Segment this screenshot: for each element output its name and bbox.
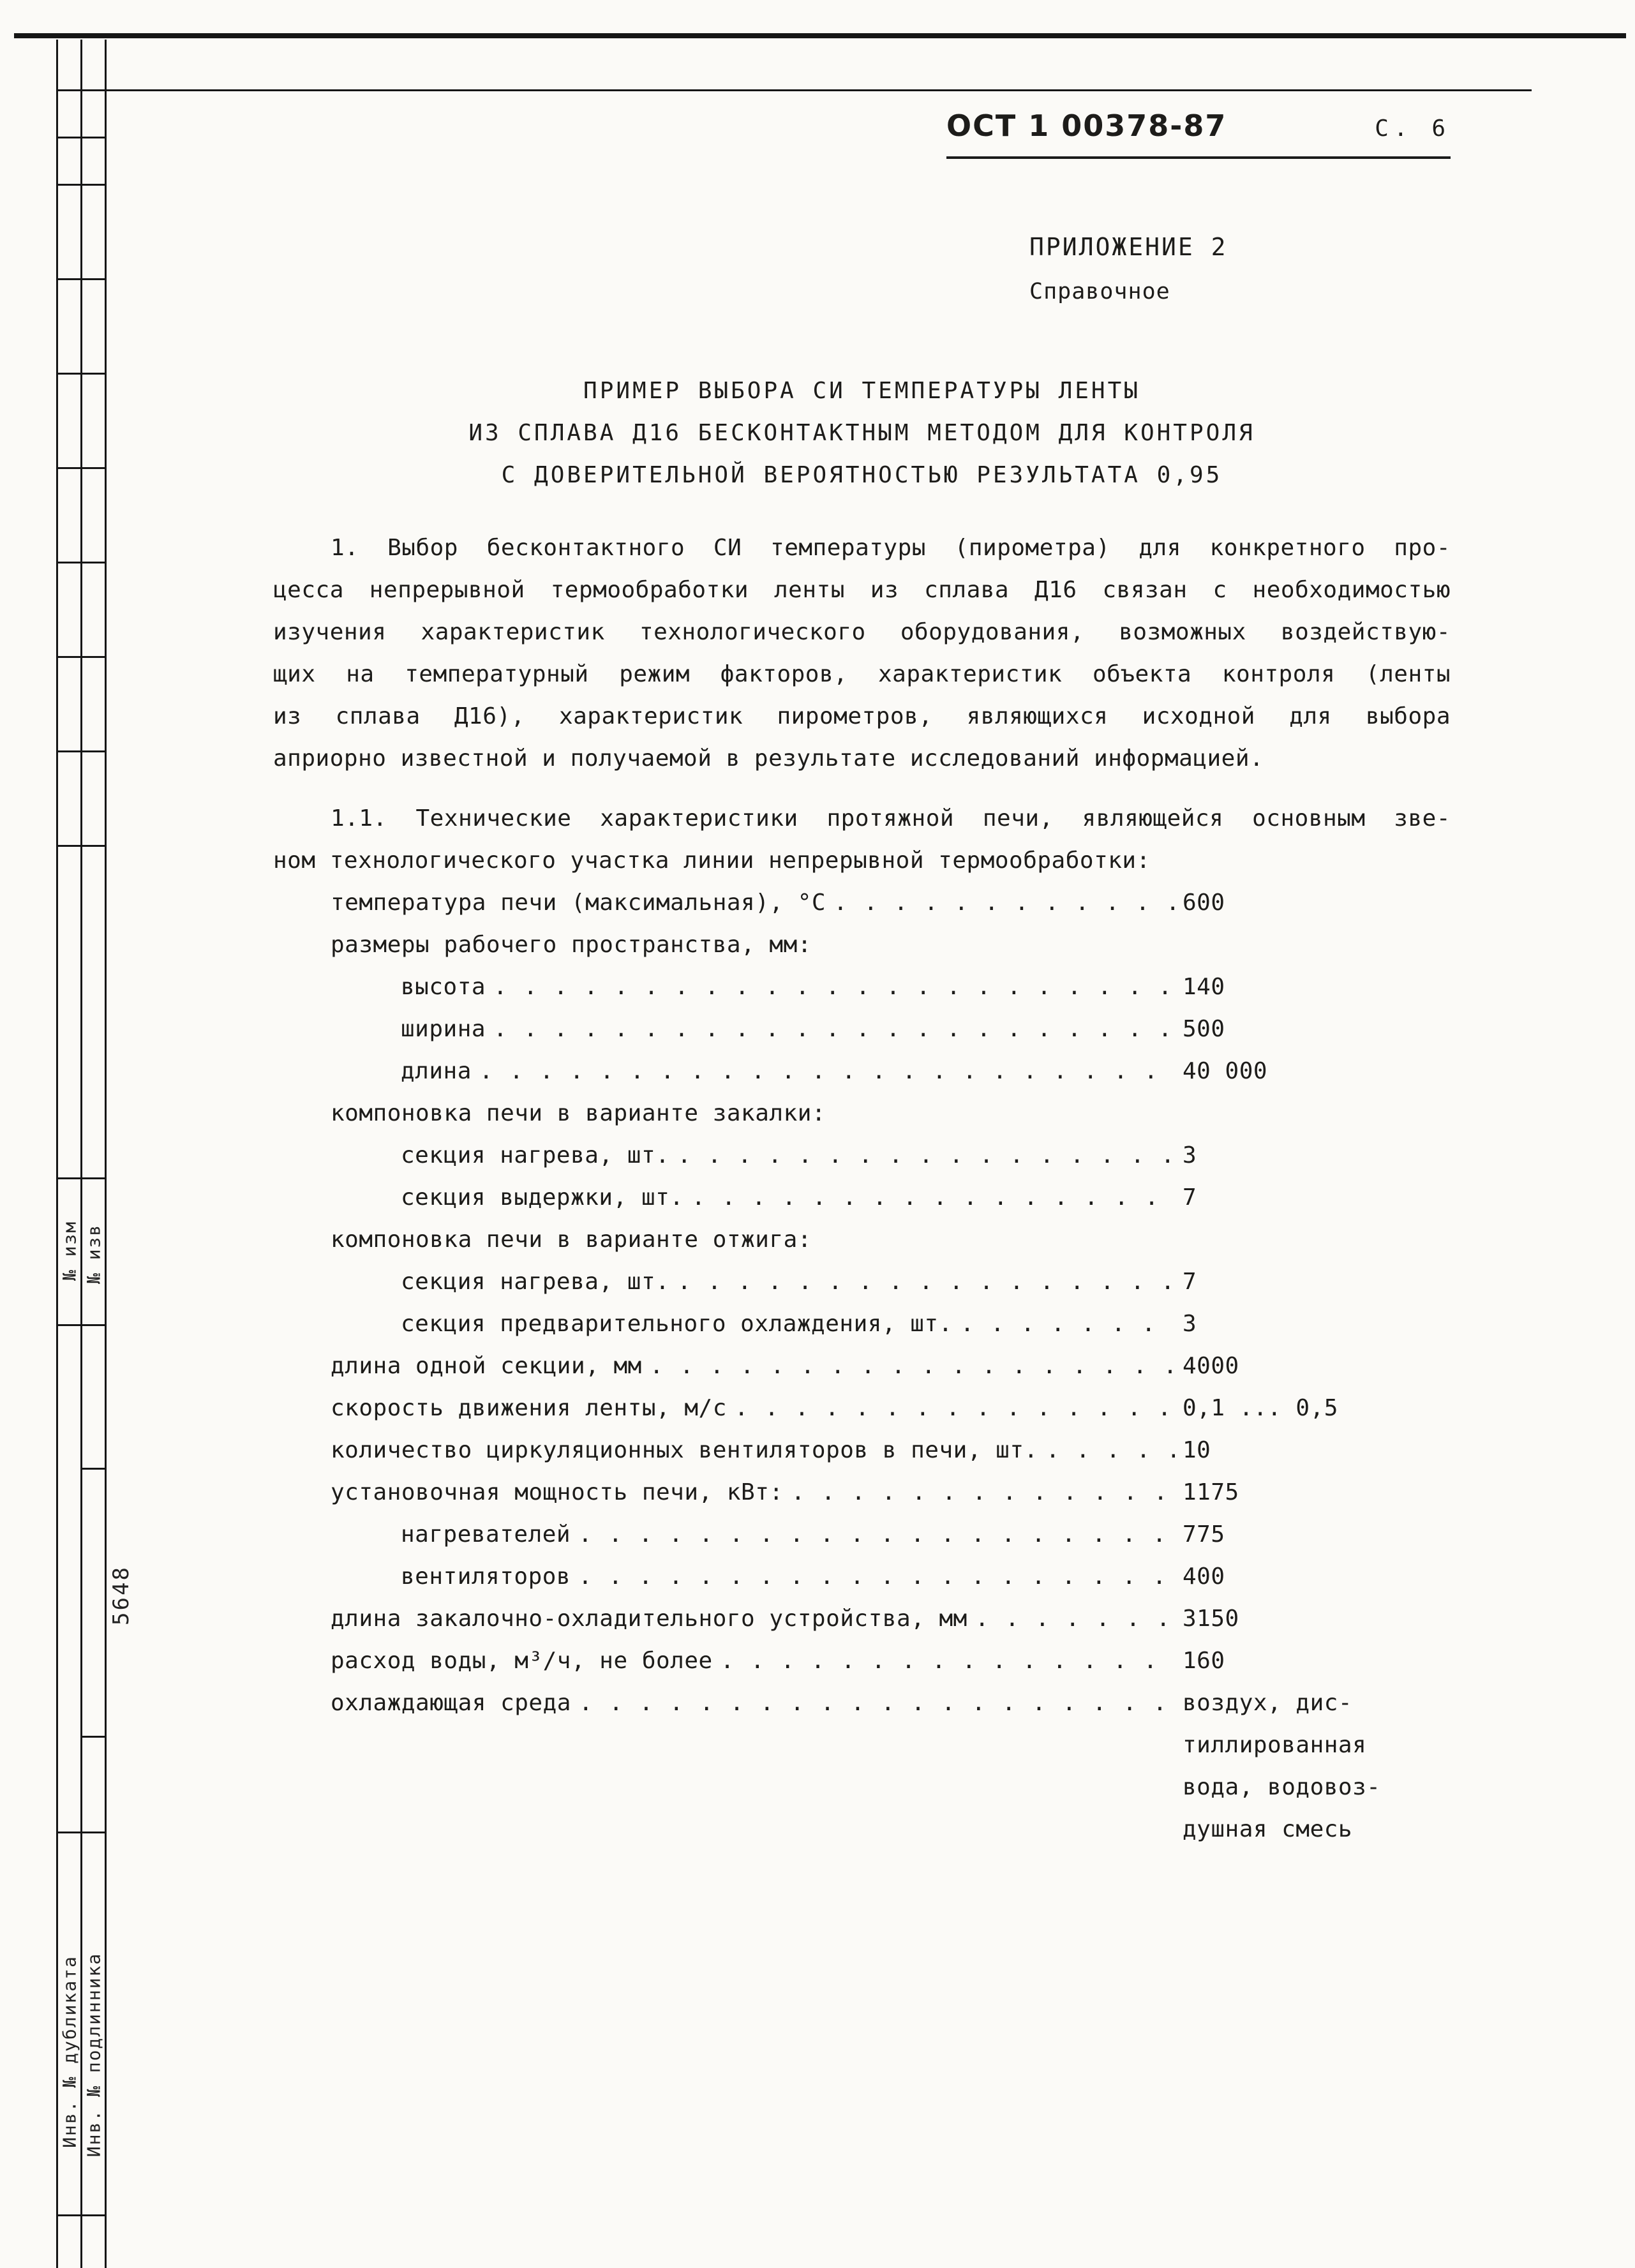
spec-label: длина закалочно-охладительного устройства, мм (331, 1606, 967, 1632)
stamp-divider (56, 467, 107, 469)
spec-value: 7 (1183, 1184, 1197, 1211)
text-line: ПРИМЕР ВЫБОРА СИ ТЕМПЕРАТУРЫ ЛЕНТЫ (583, 378, 1140, 404)
appendix-block (1029, 229, 1451, 310)
text-line: 1.1. Технические характеристики протяжной печи, являющейся основным зве- (331, 805, 1451, 832)
spec-value: 500 (1183, 1016, 1225, 1042)
document-title (273, 370, 1451, 496)
appendix-type: Справочное (1029, 279, 1170, 304)
dot-leader (493, 966, 1175, 1008)
spec-row (273, 1135, 1451, 1177)
spec-row (273, 1345, 1451, 1387)
spec-row (273, 1766, 1451, 1809)
dot-leader (691, 1177, 1175, 1219)
spec-row (273, 1177, 1451, 1219)
stamp-divider (56, 845, 107, 847)
dot-leader (578, 1514, 1175, 1556)
spec-label: охлаждающая среда (331, 1690, 571, 1716)
stamp-divider (56, 1177, 107, 1179)
spec-row (273, 1640, 1451, 1682)
dot-leader (479, 1050, 1175, 1093)
spec-label: установочная мощность печи, кВт: (331, 1479, 784, 1505)
spec-value: 3150 (1183, 1606, 1239, 1632)
spec-row (273, 1050, 1451, 1093)
spec-value: 10 (1183, 1437, 1211, 1463)
text-line: ИЗ СПЛАВА Д16 БЕСКОНТАКТНЫМ МЕТОДОМ ДЛЯ КОНТРОЛЯ (468, 420, 1255, 446)
spec-label: нагревателей (401, 1521, 571, 1548)
appendix-label: ПРИЛОЖЕНИЕ 2 (1029, 233, 1228, 261)
spec-label: расход воды, м³/ч, не более (331, 1648, 713, 1674)
paragraph-1 (273, 527, 1451, 780)
spec-value: вода, водовоз- (1183, 1774, 1381, 1800)
stamp-divider (56, 562, 107, 563)
top-rule (14, 33, 1626, 38)
frame-top-line (56, 89, 1532, 91)
stamp-label-inv-podlinnika: Инв. № подлинника (83, 1952, 105, 2158)
spec-value: 3 (1183, 1142, 1197, 1168)
stamp-divider (56, 184, 107, 186)
spec-label: высота (401, 974, 486, 1000)
dot-leader (833, 882, 1175, 924)
spec-value: душная смесь (1183, 1816, 1353, 1842)
spec-row (273, 1387, 1451, 1429)
dot-leader (1046, 1429, 1175, 1472)
spec-row (273, 1724, 1451, 1766)
dot-leader (720, 1640, 1175, 1682)
stamp-divider (56, 1324, 107, 1326)
doc-number: ОСТ 1 00378-87 (946, 108, 1227, 143)
spec-row (273, 1598, 1451, 1640)
spec-row (273, 1556, 1451, 1598)
stamp-label-inv-dublikata: Инв. № дубликата (59, 1955, 80, 2148)
spec-value: 7 (1183, 1269, 1197, 1295)
spec-row (273, 924, 1451, 966)
stamp-divider (56, 137, 107, 138)
spec-value: 400 (1183, 1563, 1225, 1590)
spec-label: длина одной секции, мм (331, 1353, 642, 1379)
spec-label: секция предварительного охлаждения, шт. (401, 1311, 953, 1337)
text-line: щих на температурный режим факторов, характеристик объекта контроля (ленты (273, 661, 1451, 687)
stamp-divider (56, 1832, 107, 1833)
spec-row (273, 1514, 1451, 1556)
text-line: ном технологического участка линии непрерывной термообработки: (273, 847, 1151, 874)
spec-label: количество циркуляционных вентиляторов в печи, шт. (331, 1437, 1038, 1463)
spec-value: воздух, дис- (1183, 1690, 1353, 1716)
stamp-divider (56, 750, 107, 752)
spec-row (273, 966, 1451, 1008)
stamp-inventory-number: 5648 (108, 1565, 134, 1625)
spec-row (273, 1809, 1451, 1851)
spec-value: 775 (1183, 1521, 1225, 1548)
spec-row (273, 882, 1451, 924)
page-number: С. 6 (1375, 116, 1451, 142)
spec-row (273, 1093, 1451, 1135)
spec-row (273, 1219, 1451, 1261)
spec-list (273, 882, 1451, 1851)
stamp-divider (56, 656, 107, 658)
text-line: 1. Выбор бесконтактного СИ температуры (пирометра) для конкретного про- (331, 535, 1451, 561)
spec-label: длина (401, 1058, 472, 1084)
dot-leader (677, 1135, 1175, 1177)
spec-label: секция нагрева, шт. (401, 1142, 670, 1168)
spec-value: 140 (1183, 974, 1225, 1000)
paragraph-1-1 (273, 798, 1451, 882)
stamp-label-izm: № изм (59, 1220, 80, 1281)
text-line: С ДОВЕРИТЕЛЬНОЙ ВЕРОЯТНОСТЬЮ РЕЗУЛЬТАТА 0,95 (501, 462, 1223, 488)
dot-leader (735, 1387, 1175, 1429)
dot-leader (975, 1598, 1175, 1640)
spec-value: 600 (1183, 890, 1225, 916)
spec-label: секция выдержки, шт. (401, 1184, 684, 1211)
text-line: изучения характеристик технологического оборудования, возможных воздействую- (273, 619, 1451, 645)
spec-row (273, 1429, 1451, 1472)
spec-value: 40 000 (1183, 1058, 1268, 1084)
stamp-divider (56, 373, 107, 375)
spec-label: скорость движения ленты, м/с (331, 1395, 727, 1421)
stamp-divider (56, 278, 107, 280)
spec-label: компоновка печи в варианте отжига: (331, 1227, 812, 1253)
text-line: цесса непрерывной термообработки ленты из сплава Д16 связан с необходимостью (273, 577, 1451, 603)
spec-label: компоновка печи в варианте закалки: (331, 1100, 826, 1126)
dot-leader (579, 1682, 1175, 1724)
dot-leader (493, 1008, 1175, 1050)
spec-row (273, 1008, 1451, 1050)
dot-leader (677, 1261, 1175, 1303)
text-line: априорно известной и получаемой в результате исследований информацией. (273, 745, 1264, 772)
spec-label: температура печи (максимальная), °С (331, 890, 826, 916)
spec-label: вентиляторов (401, 1563, 571, 1590)
spec-value: тиллированная (1183, 1732, 1367, 1758)
dot-leader (791, 1472, 1175, 1514)
document-header (946, 105, 1451, 159)
spec-label: секция нагрева, шт. (401, 1269, 670, 1295)
spec-row (273, 1261, 1451, 1303)
dot-leader (650, 1345, 1175, 1387)
content-column (273, 96, 1451, 1851)
spec-value: 3 (1183, 1311, 1197, 1337)
spec-row (273, 1472, 1451, 1514)
dot-leader (578, 1556, 1175, 1598)
dot-leader (960, 1303, 1175, 1345)
stamp-divider (80, 1468, 107, 1470)
spec-label: ширина (401, 1016, 486, 1042)
spec-value: 160 (1183, 1648, 1225, 1674)
spec-value: 4000 (1183, 1353, 1239, 1379)
spec-value: 1175 (1183, 1479, 1239, 1505)
spec-value: 0,1 ... 0,5 (1183, 1395, 1338, 1421)
stamp-divider (56, 2214, 107, 2216)
text-line: из сплава Д16), характеристик пирометров, являющихся исходной для выбора (273, 703, 1451, 729)
spec-row (273, 1682, 1451, 1724)
stamp-label-izv: № изв (83, 1223, 105, 1285)
stamp-divider (80, 1736, 107, 1738)
spec-label: размеры рабочего пространства, мм: (331, 932, 812, 958)
spec-row (273, 1303, 1451, 1345)
